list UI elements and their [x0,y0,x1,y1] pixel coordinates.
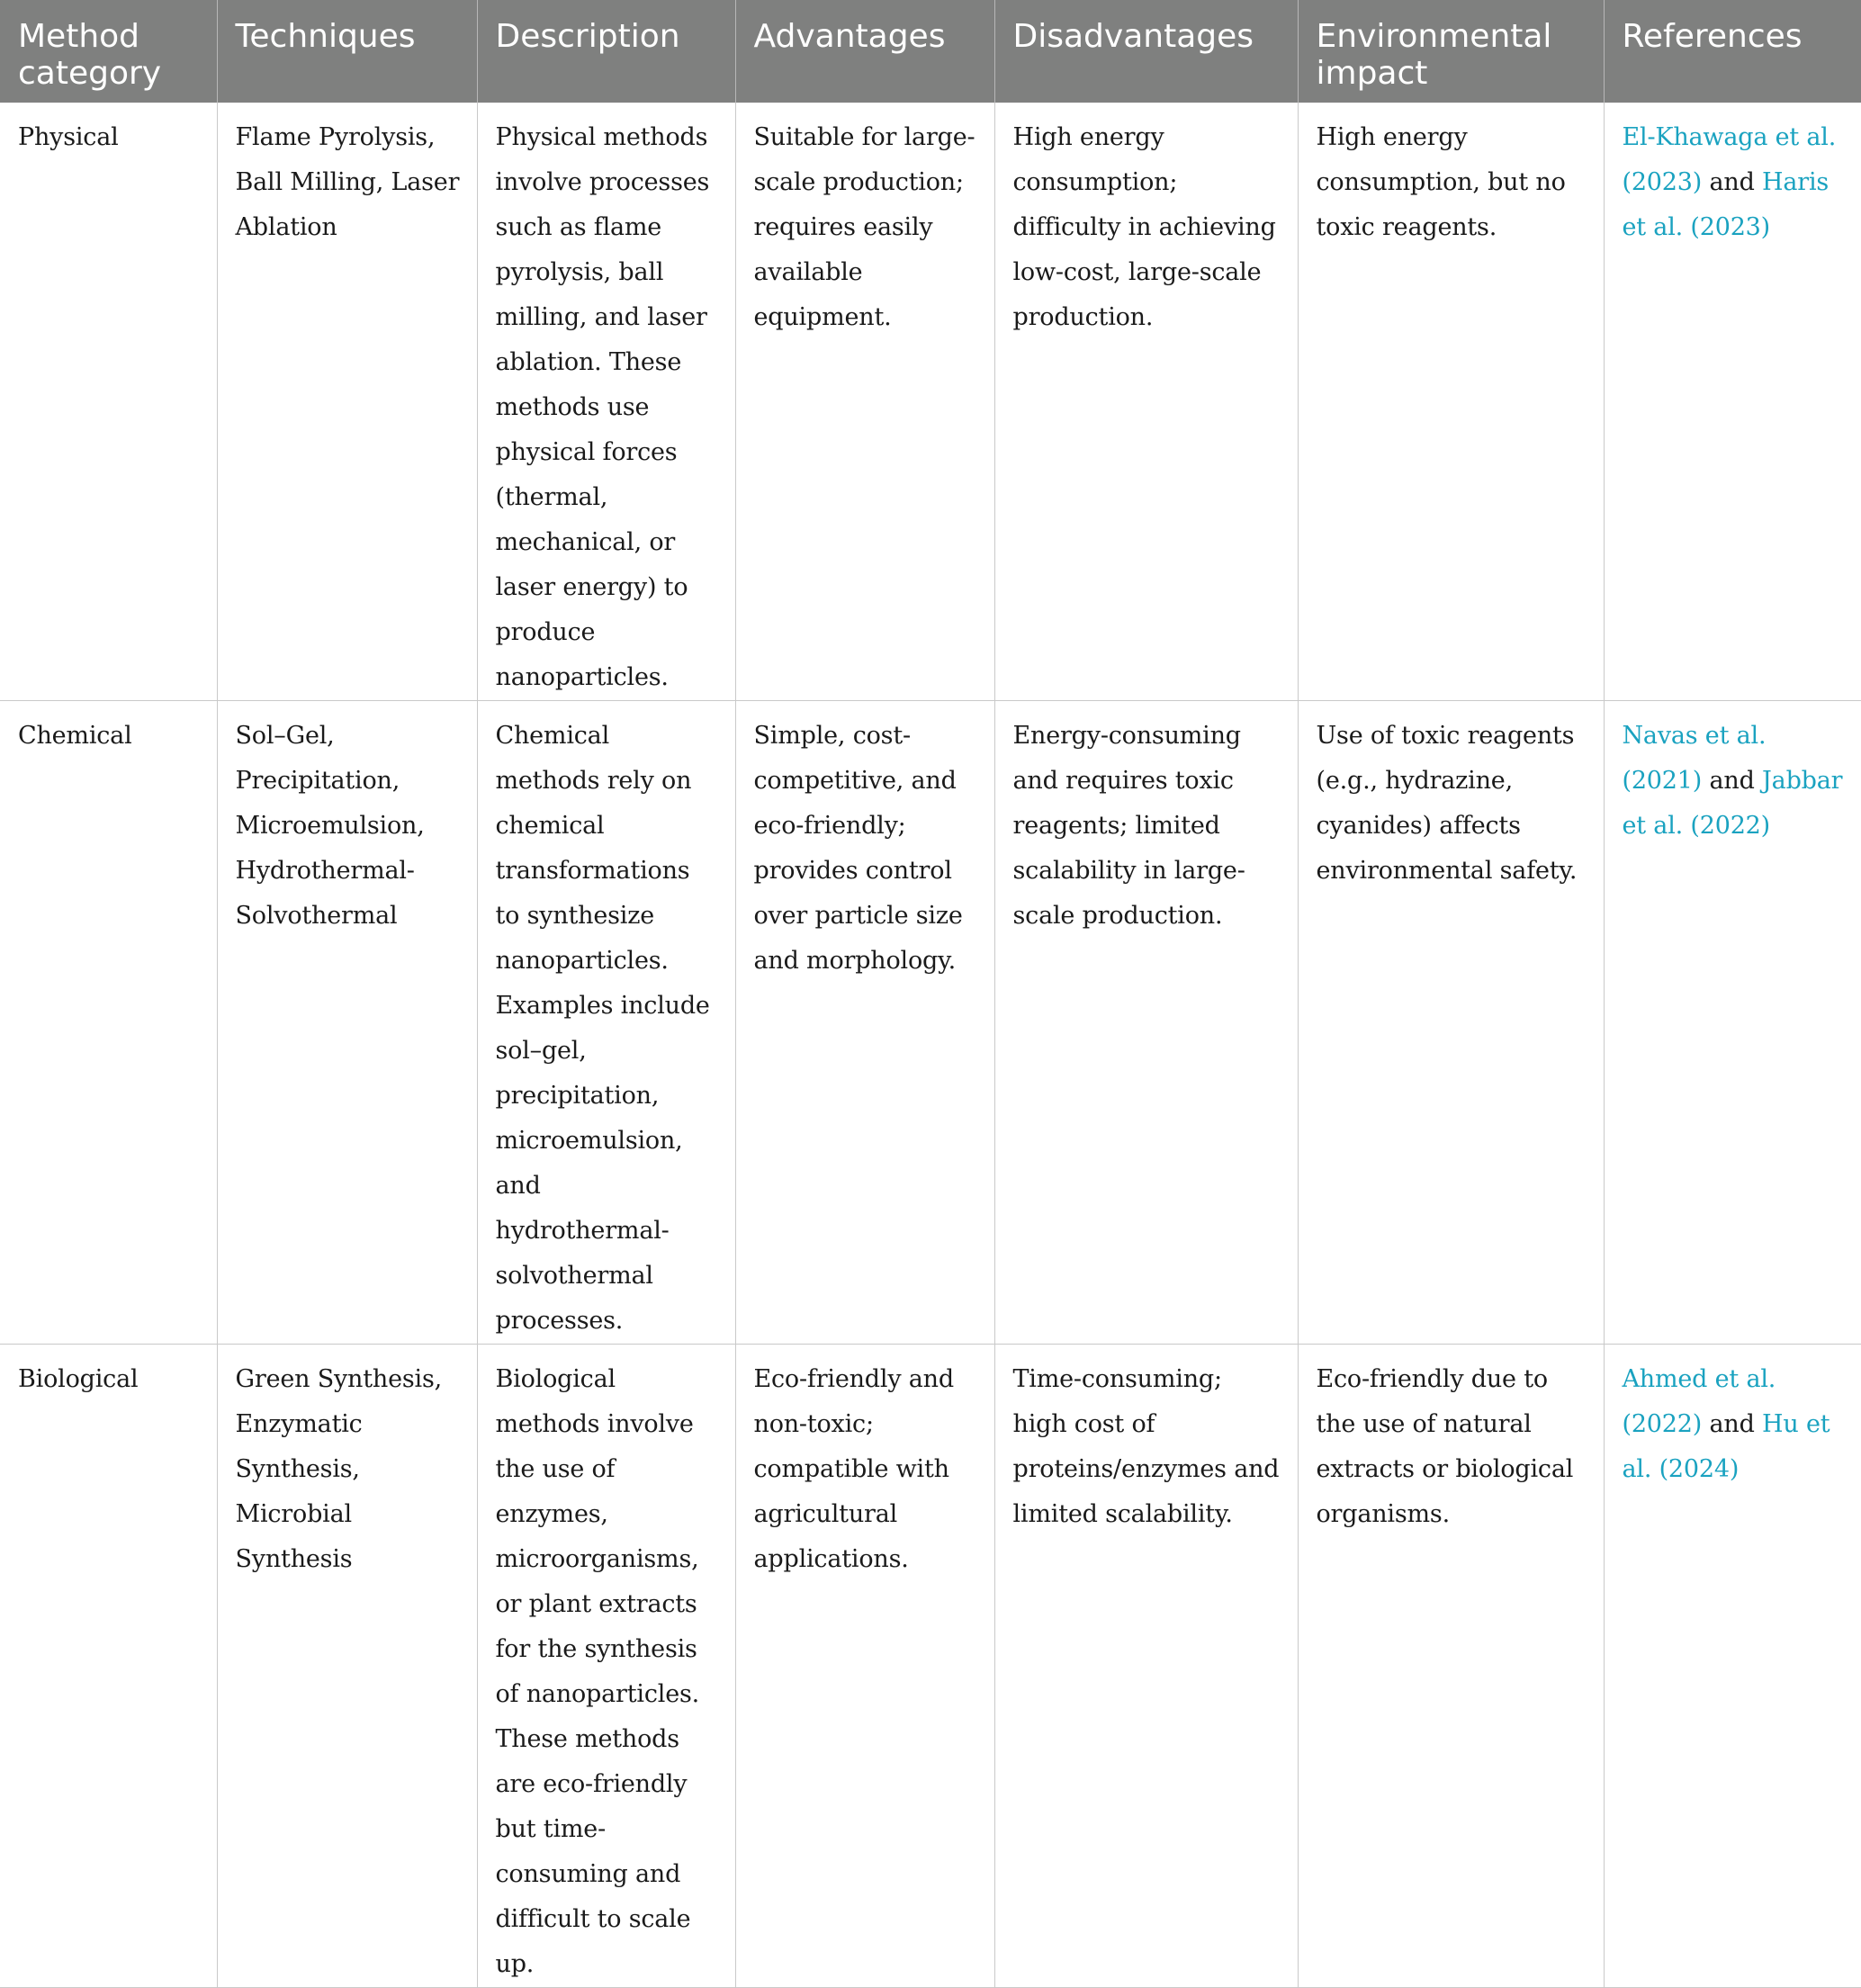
cell-environmental-impact: High energy consumption, but no toxic reagents. [1298,103,1604,701]
cell-disadvantages: High energy consumption; difficulty in achieving low-cost, large-scale production. [994,103,1298,701]
table-row [0,701,1861,1345]
header-references: References [1604,0,1861,103]
cell-advantages: Simple, cost-competitive, and eco-friendly; provides control over particle size and morphology. [735,701,994,1345]
reference-link[interactable]: El-Khawaga et al. (2023) [1622,123,1837,196]
reference-link[interactable]: Hu et al. (2024) [1622,1410,1830,1483]
cell-techniques: Flame Pyrolysis, Ball Milling, Laser Ablation [217,103,477,701]
cell-techniques: Sol–Gel, Precipitation, Microemulsion, Hydrothermal-Solvothermal [217,701,477,1345]
reference-link[interactable]: Haris et al. (2023) [1622,168,1830,241]
cell-references [1604,1345,1861,1988]
cell-disadvantages: Energy-consuming and requires toxic reagents; limited scalability in large-scale production. [994,701,1298,1345]
header-advantages: Advantages [735,0,994,103]
cell-disadvantages: Time-consuming; high cost of proteins/enzymes and limited scalability. [994,1345,1298,1988]
header-row [0,0,1861,103]
cell-method-category: Chemical [0,701,217,1345]
reference-link[interactable]: Ahmed et al. (2022) [1622,1365,1776,1438]
cell-environmental-impact: Eco-friendly due to the use of natural extracts or biological organisms. [1298,1345,1604,1988]
cell-description: Biological methods involve the use of enzymes, microorganisms, or plant extracts for the synthesis of nanoparticles. These methods are eco-friendly but time-consuming and difficult to scale up. [477,1345,735,1988]
table-header [0,0,1861,103]
header-method-category: Method category [0,0,217,103]
table-row [0,1345,1861,1988]
header-techniques: Techniques [217,0,477,103]
cell-environmental-impact: Use of toxic reagents (e.g., hydrazine, cyanides) affects environmental safety. [1298,701,1604,1345]
cell-references [1604,103,1861,701]
reference-link[interactable]: Navas et al. (2021) [1622,722,1767,795]
reference-link[interactable]: Jabbar et al. (2022) [1622,767,1843,840]
reference-conjunction: and [1709,168,1755,196]
reference-conjunction: and [1709,1410,1755,1438]
reference-conjunction: and [1709,767,1755,795]
cell-method-category: Biological [0,1345,217,1988]
cell-description: Chemical methods rely on chemical transformations to synthesize nanoparticles. Examples include sol–gel, precipitation, microemulsion, and hydrothermal-solvothermal processes. [477,701,735,1345]
header-environmental-impact: Environmental impact [1298,0,1604,103]
header-description: Description [477,0,735,103]
cell-description: Physical methods involve processes such as flame pyrolysis, ball milling, and laser ablation. These methods use physical forces (thermal, mechanical, or laser energy) to produce nanoparticles. [477,103,735,701]
cell-method-category: Physical [0,103,217,701]
cell-advantages: Suitable for large-scale production; requires easily available equipment. [735,103,994,701]
table-body [0,103,1861,1988]
table-row [0,103,1861,701]
cell-advantages: Eco-friendly and non-toxic; compatible with agricultural applications. [735,1345,994,1988]
cell-techniques: Green Synthesis, Enzymatic Synthesis, Microbial Synthesis [217,1345,477,1988]
cell-references [1604,701,1861,1345]
header-disadvantages: Disadvantages [994,0,1298,103]
